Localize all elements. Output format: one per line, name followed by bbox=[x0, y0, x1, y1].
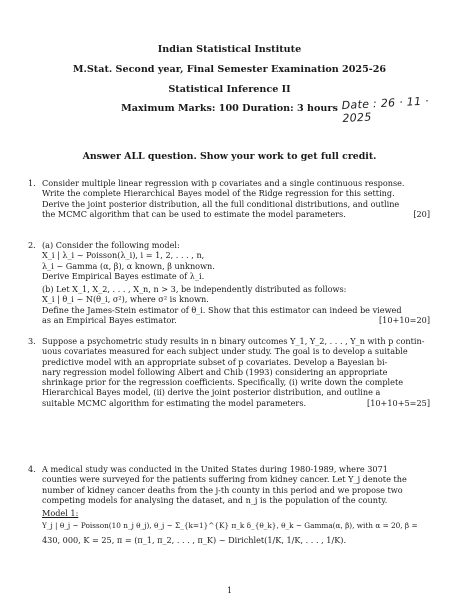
question-line: counties were surveyed for the patients suffering from kidney cancer. Let Y_j denote the bbox=[42, 474, 407, 485]
question-number: 4. bbox=[28, 464, 36, 474]
exam-title: M.Stat. Second year, Final Semester Examination 2025-26 bbox=[72, 64, 387, 75]
question-number: 3. bbox=[28, 336, 36, 346]
question-line: the MCMC algorithm that can be used to estimate the model parameters. bbox=[42, 208, 346, 219]
marks-label: [10+10+5=25] bbox=[367, 397, 430, 408]
question-line: predictive model with an appropriate subset of p covariates. Develop a Bayesian bi- bbox=[42, 356, 388, 367]
question-line: uous covariates measured for each subject under study. The goal is to develop a suitable bbox=[42, 346, 408, 357]
marks-duration: Maximum Marks: 100 Duration: 3 hours bbox=[121, 103, 338, 114]
question-line: number of kidney cancer deaths from the j-th county in this period and we propose two bbox=[42, 484, 403, 495]
model-line: 430, 000, K = 25, π = (π_1, π_2, . . . , π_K) ~ Dirichlet(1/K, 1/K, . . . , 1/K). bbox=[42, 534, 347, 545]
page-number: 1 bbox=[226, 586, 233, 595]
part-b-intro: (b) Let X_1, X_2, . . . , X_n, n > 3, be independently distributed as follows: bbox=[42, 284, 347, 295]
part-a-task: Derive Empirical Bayes estimate of λ_i. bbox=[42, 270, 205, 281]
question-number: 1. bbox=[28, 178, 36, 188]
question-line: nary regression model following Albert and Chib (1993) considering an appropriate bbox=[42, 366, 388, 377]
institute-name: Indian Statistical Institute bbox=[157, 44, 302, 55]
question-line: suitable MCMC algorithm for estimating the model parameters. bbox=[42, 397, 307, 408]
question-line: Write the complete Hierarchical Bayes model of the Ridge regression for this setting. bbox=[42, 188, 395, 199]
marks-label: [20] bbox=[413, 208, 430, 219]
course-title: Statistical Inference II bbox=[168, 84, 291, 95]
question-line: competing models for analysing the dataset, and n_j is the population of the county. bbox=[42, 494, 388, 505]
model-line: λ_i ~ Gamma (α, β), α known, β unknown. bbox=[42, 260, 215, 271]
marks-label: [10+10=20] bbox=[379, 315, 430, 326]
model-line: X_i | θ_i ~ N(θ_i, σ²), where σ² is known. bbox=[42, 294, 209, 305]
part-b-task: as an Empirical Bayes estimator. bbox=[42, 315, 177, 326]
question-line: Consider multiple linear regression with p covariates and a single continuous response. bbox=[42, 178, 405, 188]
part-b-task: Define the James-Stein estimator of θ_i. Show that this estimator can indeed be viewed bbox=[42, 304, 402, 315]
question-line: A medical study was conducted in the United States during 1980-1989, where 3071 bbox=[42, 464, 388, 474]
model-line: X_i | λ_i ~ Poisson(λ_i), i = 1, 2, . . . , n, bbox=[42, 250, 205, 261]
question-line: shrinkage prior for the regression coefficients. Specifically, (i) write down the complete bbox=[42, 377, 404, 388]
model-line: Y_j | θ_j ~ Poisson(10 n_j θ_j), θ_j ~ Σ_{k=1}^{K} π_k δ_{θ_k}, θ_k ~ Gamma(α, β), with α = 20, β = bbox=[42, 521, 418, 531]
question-line: Hierarchical Bayes model, (ii) derive the joint posterior distribution, and outline a bbox=[42, 387, 381, 398]
question-line: Suppose a psychometric study results in n binary outcomes Y_1, Y_2, . . . , Y_n with p contin- bbox=[42, 336, 425, 346]
question-number: 2. bbox=[28, 240, 36, 250]
question-line: Derive the joint posterior distribution, all the full conditional distributions, and outline bbox=[42, 198, 400, 209]
handwritten-date: Date : 26 · 11 · 2025 bbox=[341, 94, 430, 126]
model-label: Model 1: bbox=[42, 508, 79, 519]
instructions: Answer ALL question. Show your work to get full credit. bbox=[82, 151, 377, 162]
part-a-intro: (a) Consider the following model: bbox=[42, 240, 180, 250]
